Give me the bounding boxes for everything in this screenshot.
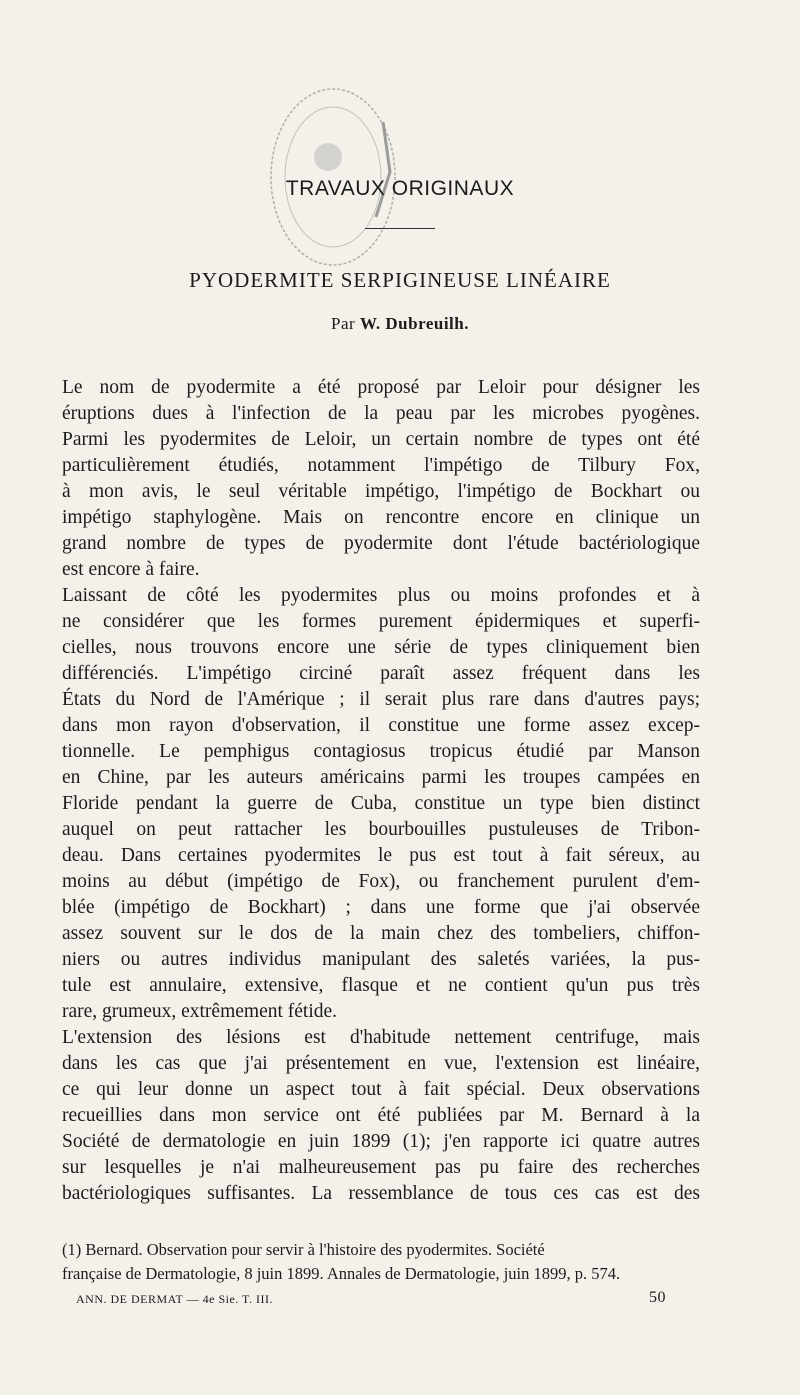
body-line: États du Nord de l'Amérique ; il serait plus rare dans d'autres pays; bbox=[62, 689, 700, 710]
body-line: rare, grumeux, extrêmement fétide. bbox=[62, 1001, 338, 1022]
body-line: recueillies dans mon service ont été publiées par M. Bernard à la bbox=[62, 1105, 700, 1126]
body-line: est encore à faire. bbox=[62, 559, 200, 580]
body-line: dans les cas que j'ai présentement en vue, l'extension est linéaire, bbox=[62, 1053, 700, 1074]
body-line: à mon avis, le seul véritable impétigo, l'impétigo de Bockhart ou bbox=[62, 481, 700, 502]
body-line: Le nom de pyodermite a été proposé par Leloir pour désigner les bbox=[62, 377, 700, 398]
byline bbox=[0, 314, 800, 334]
journal-reference: ANN. DE DERMAT — 4e Sie. T. III. bbox=[76, 1292, 273, 1306]
body-line: auquel on peut rattacher les bourbouilles pustuleuses de Tribon- bbox=[62, 819, 700, 840]
body-line: tule est annulaire, extensive, flasque et ne contient qu'un pus très bbox=[62, 975, 700, 996]
page-number: 50 bbox=[649, 1289, 666, 1306]
body-line: niers ou autres individus manipulant des saletés variées, la pus- bbox=[62, 949, 700, 970]
footnote bbox=[62, 1238, 700, 1286]
body-line: bactériologiques suffisantes. La ressemblance de tous ces cas est des bbox=[62, 1183, 700, 1204]
body-line: ce qui leur donne un aspect tout à fait spécial. Deux observations bbox=[62, 1079, 700, 1100]
article-body bbox=[62, 375, 700, 1207]
body-line: Parmi les pyodermites de Leloir, un certain nombre de types ont été bbox=[62, 429, 700, 450]
byline-prefix: Par bbox=[331, 314, 356, 333]
body-line: en Chine, par les auteurs américains parmi les troupes campées en bbox=[62, 767, 700, 788]
author-name: W. Dubreuilh. bbox=[359, 314, 469, 333]
section-heading: TRAVAUX ORIGINAUX bbox=[285, 177, 515, 200]
article-title: PYODERMITE SERPIGINEUSE LINÉAIRE bbox=[189, 268, 611, 292]
heading-rule bbox=[365, 228, 435, 229]
footnote-line: (1) Bernard. Observation pour servir à l'histoire des pyodermites. Société bbox=[62, 1240, 545, 1259]
body-line: différenciés. L'impétigo circiné paraît assez fréquent dans les bbox=[62, 663, 700, 684]
footnote-line: française de Dermatologie, 8 juin 1899. Annales de Dermatologie, juin 1899, p. 574. bbox=[62, 1264, 621, 1283]
body-line: particulièrement étudiés, notamment l'impétigo de Tilbury Fox, bbox=[62, 455, 700, 476]
body-line: cielles, nous trouvons encore une série de types cliniquement bien bbox=[62, 637, 700, 658]
body-line: assez souvent sur le dos de la main chez des tombeliers, chiffon- bbox=[62, 923, 700, 944]
body-line: éruptions dues à l'infection de la peau par les microbes pyogènes. bbox=[62, 403, 700, 424]
page-footer bbox=[76, 1289, 666, 1307]
body-line: Laissant de côté les pyodermites plus ou moins profondes et à bbox=[62, 585, 700, 606]
body-line: blée (impétigo de Bockhart) ; dans une forme que j'ai observée bbox=[62, 897, 700, 918]
body-line: dans mon rayon d'observation, il constitue une forme assez excep- bbox=[62, 715, 700, 736]
body-line: Société de dermatologie en juin 1899 (1); j'en rapporte ici quatre autres bbox=[62, 1131, 700, 1152]
body-line: moins au début (impétigo de Fox), ou franchement purulent d'em- bbox=[62, 871, 700, 892]
body-line: ne considérer que les formes purement épidermiques et superfi- bbox=[62, 611, 700, 632]
body-line: sur lesquelles je n'ai malheureusement pas pu faire des recherches bbox=[62, 1157, 700, 1178]
body-line: deau. Dans certaines pyodermites le pus est tout à fait séreux, au bbox=[62, 845, 700, 866]
body-line: impétigo staphylogène. Mais on rencontre encore en clinique un bbox=[62, 507, 700, 528]
body-line: Floride pendant la guerre de Cuba, constitue un type bien distinct bbox=[62, 793, 700, 814]
body-line: grand nombre de types de pyodermite dont l'étude bactériologique bbox=[62, 533, 700, 554]
body-line: L'extension des lésions est d'habitude nettement centrifuge, mais bbox=[62, 1027, 700, 1048]
body-line: tionnelle. Le pemphigus contagiosus tropicus étudié par Manson bbox=[62, 741, 700, 762]
